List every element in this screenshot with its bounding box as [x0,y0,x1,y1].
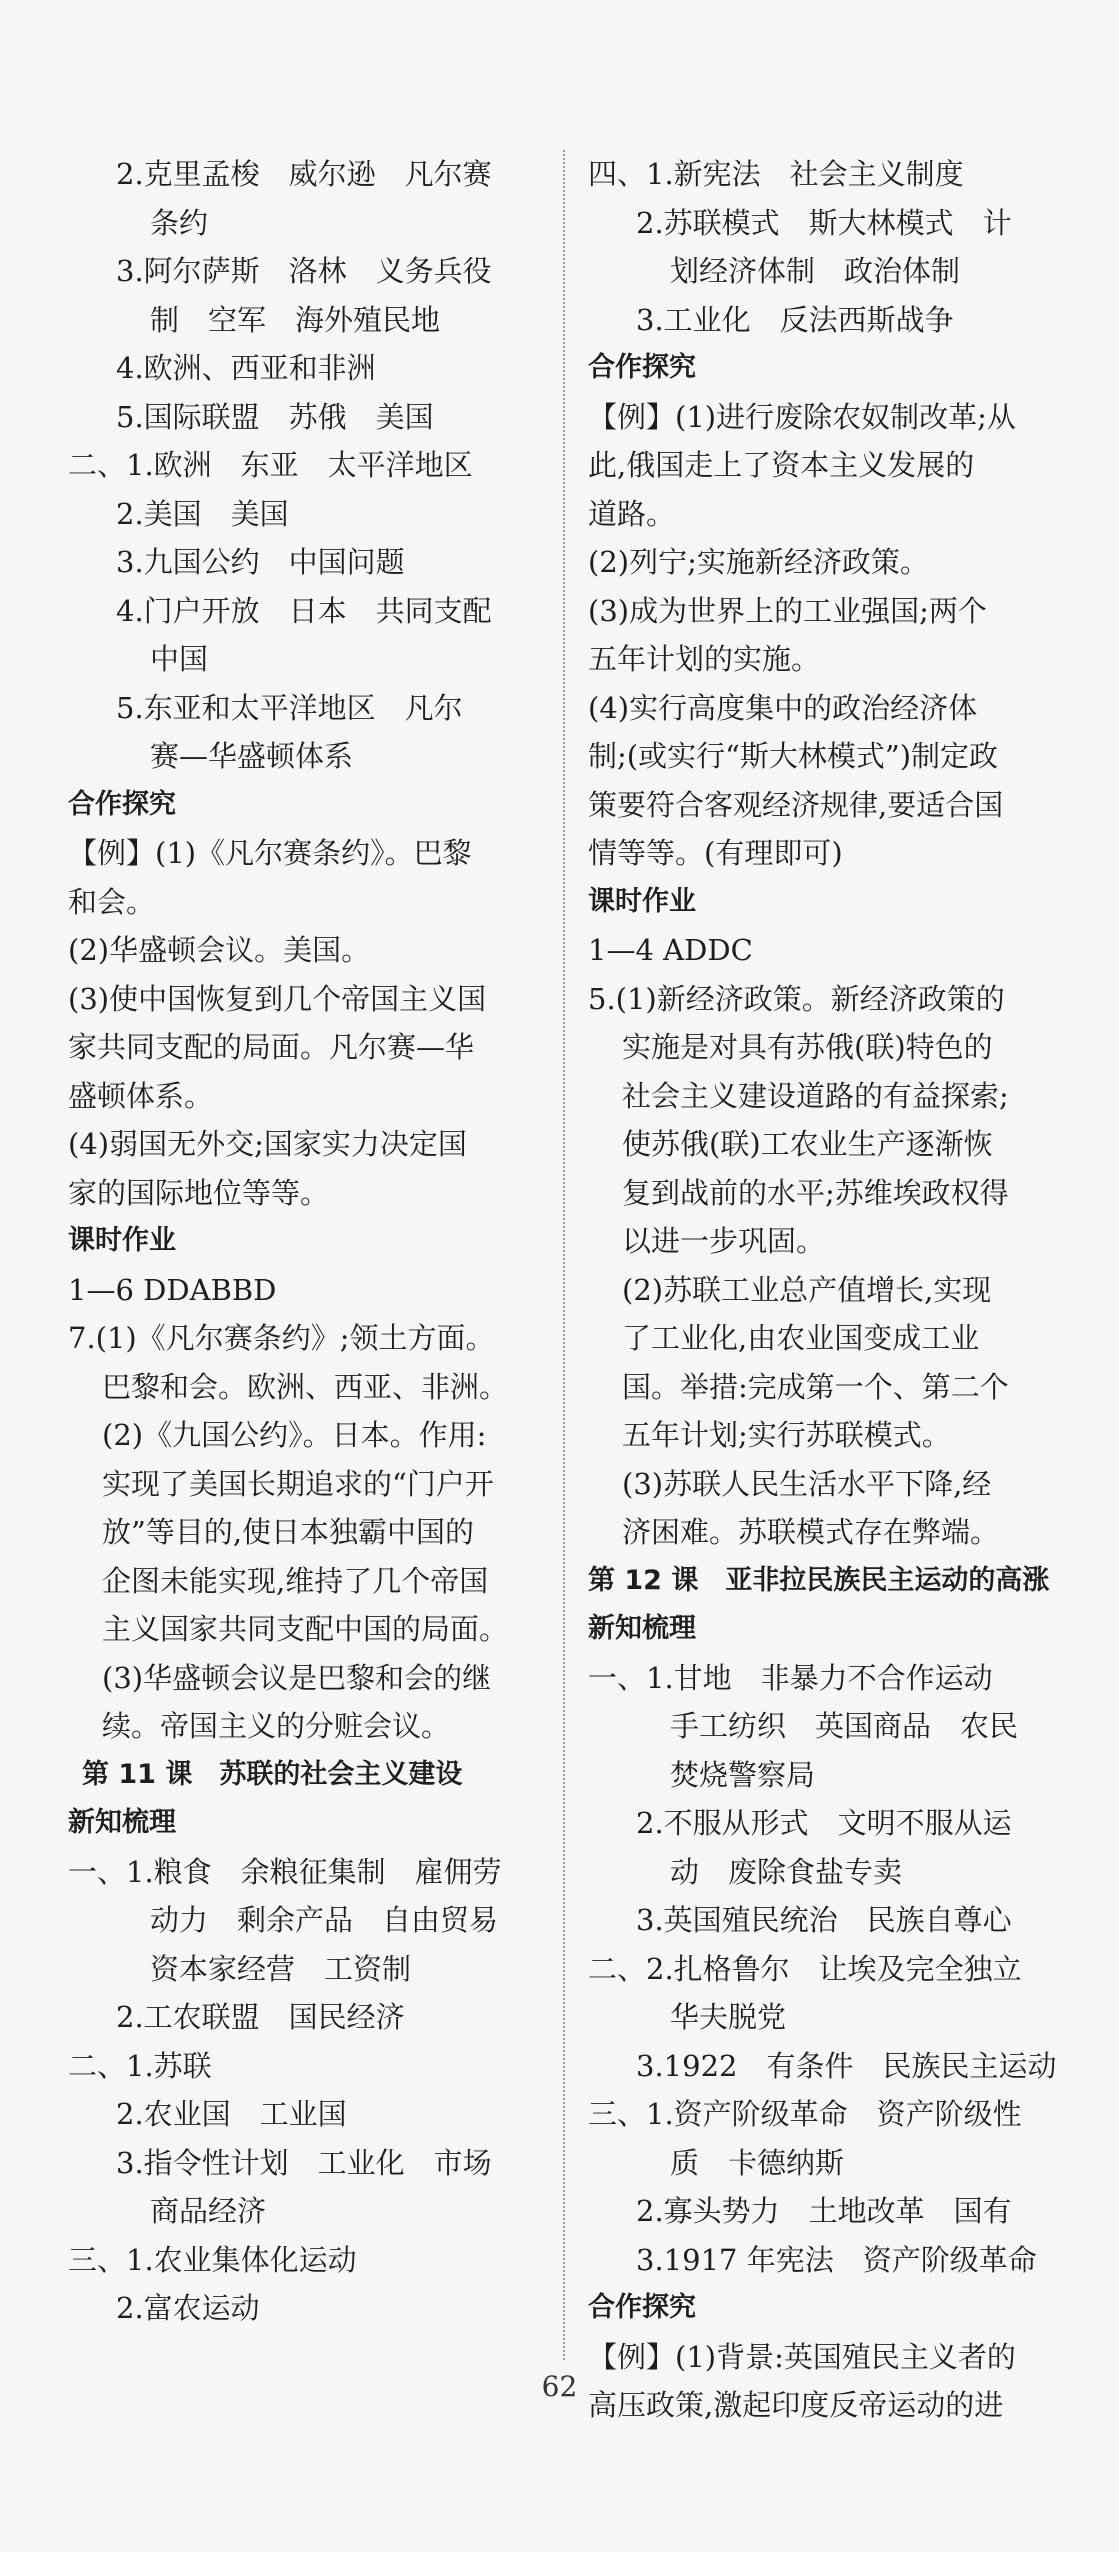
text-line: 主义国家共同支配中国的局面。 [102,1612,509,1646]
text-line: 2.富农运动 [116,2291,260,2325]
text-line: (4)实行高度集中的政治经济体 [588,690,978,725]
text-line: 5.国际联盟 苏俄 美国 [116,399,434,434]
text-line: 巴黎和会。欧洲、西亚、非洲。 [102,1369,509,1404]
text-line: 中国 [150,642,209,676]
text-line: 2.寡头势力 土地改革 国有 [636,2194,1012,2228]
text-line: 焚烧警察局 [670,1757,816,1792]
text-line: 1—6 DDABBD [68,1272,277,1307]
right-column [588,150,1068,2430]
text-line: 2.工农联盟 国民经济 [116,2000,405,2034]
text-line: (3)使中国恢复到几个帝国主义国 [68,981,487,1016]
text-line: 实现了美国长期追求的“门户开 [102,1466,494,1501]
text-line: 盛顿体系。 [68,1078,214,1113]
text-line: 五年计划;实行苏联模式。 [622,1418,951,1452]
text-line: 一、1.粮食 余粮征集制 雇佣劳 [68,1854,502,1889]
text-line: 以进一步巩固。 [622,1224,826,1258]
text-line: 动力 剩余产品 自由贸易 [150,1903,499,1937]
text-line: 放”等目的,使日本独霸中国的 [102,1515,475,1549]
text-line: 【例】(1)进行废除农奴制改革;从 [588,399,1016,434]
text-line: 2.苏联模式 斯大林模式 计 [636,205,1012,240]
text-line: 此,俄国走上了资本主义发展的 [588,448,975,482]
text-line: (3)华盛顿会议是巴黎和会的继 [102,1660,492,1695]
text-line: 4.门户开放 日本 共同支配 [116,593,492,628]
section-heading: 课时作业 [68,1225,176,1256]
text-line: 3.工业化 反法西斯战争 [636,302,954,337]
text-line: 3.九国公约 中国问题 [116,545,405,579]
text-line: 道路。 [588,496,676,531]
section-heading: 课时作业 [588,885,696,917]
text-line: 3.阿尔萨斯 洛林 义务兵役 [116,254,492,288]
text-line: 国。举措:完成第一个、第二个 [622,1369,1009,1404]
text-line: 手工纺织 英国商品 农民 [670,1709,1019,1743]
text-line: 实施是对具有苏俄(联)特色的 [622,1030,993,1064]
text-line: (2)列宁;实施新经济政策。 [588,545,929,579]
text-line: 策要符合客观经济规律,要适合国 [588,787,1004,822]
section-heading: 第 11 课 苏联的社会主义建设 [82,1758,463,1790]
text-line: 4.欧洲、西亚和非洲 [116,351,376,385]
text-line: 质 卡德纳斯 [670,2145,845,2180]
text-line: 三、1.农业集体化运动 [68,2242,357,2277]
text-line: 使苏俄(联)工农业生产逐渐恢 [622,1127,993,1161]
text-line: 商品经济 [150,2194,267,2228]
text-line: 了工业化,由农业国变成工业 [622,1321,980,1355]
text-line: 和会。 [68,884,156,919]
text-line: 划经济体制 政治体制 [670,254,961,288]
text-line: 动 废除食盐专卖 [670,1854,903,1889]
text-line: 济困难。苏联模式存在弊端。 [622,1515,1000,1549]
left-column [68,150,548,2333]
text-line: 2.美国 美国 [116,496,289,531]
section-heading: 新知梳理 [588,1613,696,1644]
text-line: 2.农业国 工业国 [116,2097,347,2131]
text-line: 华夫脱党 [670,2000,787,2034]
section-heading: 合作探究 [68,788,176,820]
text-line: 家共同支配的局面。凡尔赛—华 [68,1030,475,1064]
text-line: 企图未能实现,维持了几个帝国 [102,1563,489,1598]
text-line: 高压政策,激起印度反帝运动的进 [588,2388,1004,2422]
text-line: 2.克里孟梭 威尔逊 凡尔赛 [116,157,492,191]
text-line: 1—4 ADDC [588,933,753,967]
section-heading: 合作探究 [588,2292,696,2323]
text-line: 3.指令性计划 工业化 市场 [116,2145,492,2180]
text-line: 二、2.扎格鲁尔 让埃及完全独立 [588,1951,1022,1986]
text-line: 一、1.甘地 非暴力不合作运动 [588,1660,993,1695]
text-line: 7.(1)《凡尔赛条约》;领土方面。 [68,1321,495,1355]
section-heading: 新知梳理 [68,1807,176,1838]
text-line: 资本家经营 工资制 [150,1951,412,1986]
text-line: 2.不服从形式 文明不服从运 [636,1806,1012,1840]
text-line: 3.英国殖民统治 民族自尊心 [636,1903,1012,1937]
text-line: 条约 [150,205,209,240]
text-line: 三、1.资产阶级革命 资产阶级性 [588,2097,1022,2131]
text-line: 3.1917 年宪法 资产阶级革命 [636,2242,1037,2277]
section-heading: 合作探究 [588,352,696,383]
text-line: 社会主义建设道路的有益探索; [622,1078,1009,1113]
text-line: 3.1922 有条件 民族民主运动 [636,2048,1057,2083]
text-line: 制;(或实行“斯大林模式”)制定政 [588,739,999,773]
text-line: 制 空军 海外殖民地 [150,302,441,337]
text-line: 续。帝国主义的分赃会议。 [102,1709,451,1743]
text-line: (4)弱国无外交;国家实力决定国 [68,1127,467,1161]
text-line: (3)苏联人民生活水平下降,经 [622,1466,992,1501]
text-line: 5.东亚和太平洋地区 凡尔 [116,690,463,725]
section-heading: 第 12 课 亚非拉民族民主运动的高涨 [588,1564,1050,1596]
text-line: (2)华盛顿会议。美国。 [68,933,371,967]
text-line: 二、1.苏联 [68,2048,212,2083]
text-line: 赛—华盛顿体系 [150,739,354,773]
column-divider [563,150,565,2360]
text-line: 【例】(1)背景:英国殖民主义者的 [588,2339,1016,2374]
text-line: 复到战前的水平;苏维埃政权得 [622,1175,1009,1210]
text-line: (2)苏联工业总产值增长,实现 [622,1272,992,1307]
page-number: 62 [541,2370,578,2403]
text-line: 5.(1)新经济政策。新经济政策的 [588,981,1005,1016]
text-line: 情等等。(有理即可) [588,836,843,870]
text-line: 二、1.欧洲 东亚 太平洋地区 [68,448,473,482]
text-line: 五年计划的实施。 [588,642,821,676]
text-line: 【例】(1)《凡尔赛条约》。巴黎 [68,836,472,870]
text-line: (2)《九国公约》。日本。作用: [102,1418,487,1452]
text-line: 家的国际地位等等。 [68,1175,330,1210]
text-line: (3)成为世界上的工业强国;两个 [588,593,987,628]
text-line: 四、1.新宪法 社会主义制度 [588,157,964,191]
